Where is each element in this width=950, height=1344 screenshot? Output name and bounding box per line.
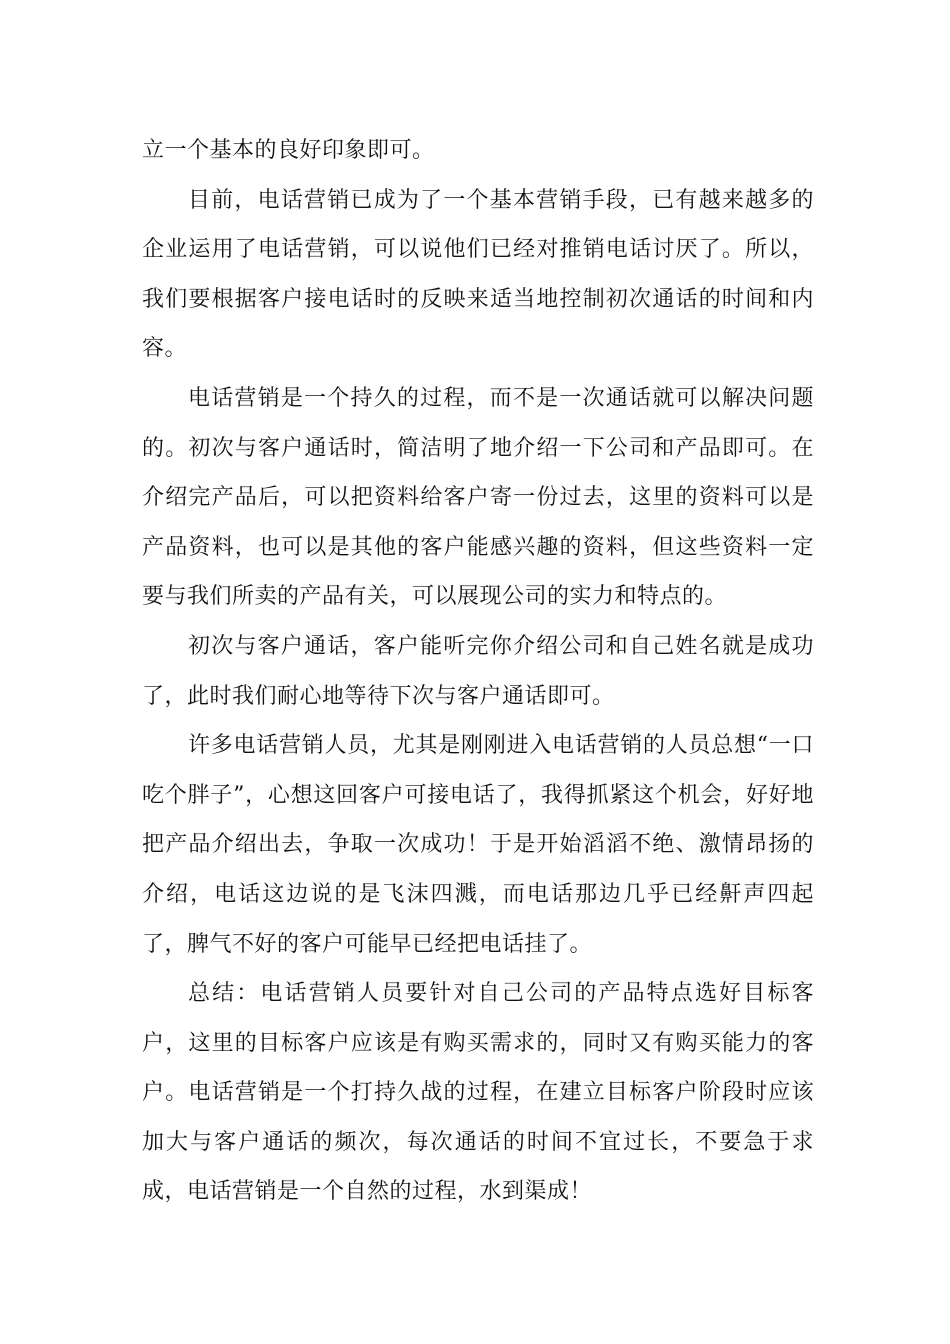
- document-body: [142, 126, 814, 1217]
- paragraph-continuation: 立一个基本的良好印象即可。: [142, 138, 435, 163]
- paragraph-common-mistake: 许多电话营销人员，尤其是刚刚进入电话营销的人员总想“一口吃个胖子”，心想这回客户可接电话了，我得抓紧这个机会，好好地把产品介绍出去，争取一次成功！于是开始滔滔不绝、激情昂扬的介绍，电话这边说的是飞沫四溅，而电话那边几乎已经鼾声四起了，脾气不好的客户可能早已经把电话挂了。: [142, 733, 814, 957]
- paragraph-telemarketing-basics: 目前，电话营销已成为了一个基本营销手段，已有越来越多的企业运用了电话营销，可以说他们已经对推销电话讨厌了。所以，我们要根据客户接电话时的反映来适当地控制初次通话的时间和内容。: [142, 187, 814, 362]
- paragraph-first-call: 初次与客户通话，客户能听完你介绍公司和自己姓名就是成功了，此时我们耐心地等待下次与客户通话即可。: [142, 633, 814, 709]
- paragraph-summary: 总结：电话营销人员要针对自己公司的产品特点选好目标客户，这里的目标客户应该是有购买需求的，同时又有购买能力的客户。电话营销是一个打持久战的过程，在建立目标客户阶段时应该加大与客户通话的频次，每次通话的时间不宜过长，不要急于求成，电话营销是一个自然的过程，水到渠成！: [142, 981, 814, 1205]
- paragraph-long-process: 电话营销是一个持久的过程，而不是一次通话就可以解决问题的。初次与客户通话时，简洁明了地介绍一下公司和产品即可。在介绍完产品后，可以把资料给客户寄一份过去，这里的资料可以是产品资料，也可以是其他的客户能感兴趣的资料，但这些资料一定要与我们所卖的产品有关，可以展现公司的实力和特点的。: [142, 385, 814, 610]
